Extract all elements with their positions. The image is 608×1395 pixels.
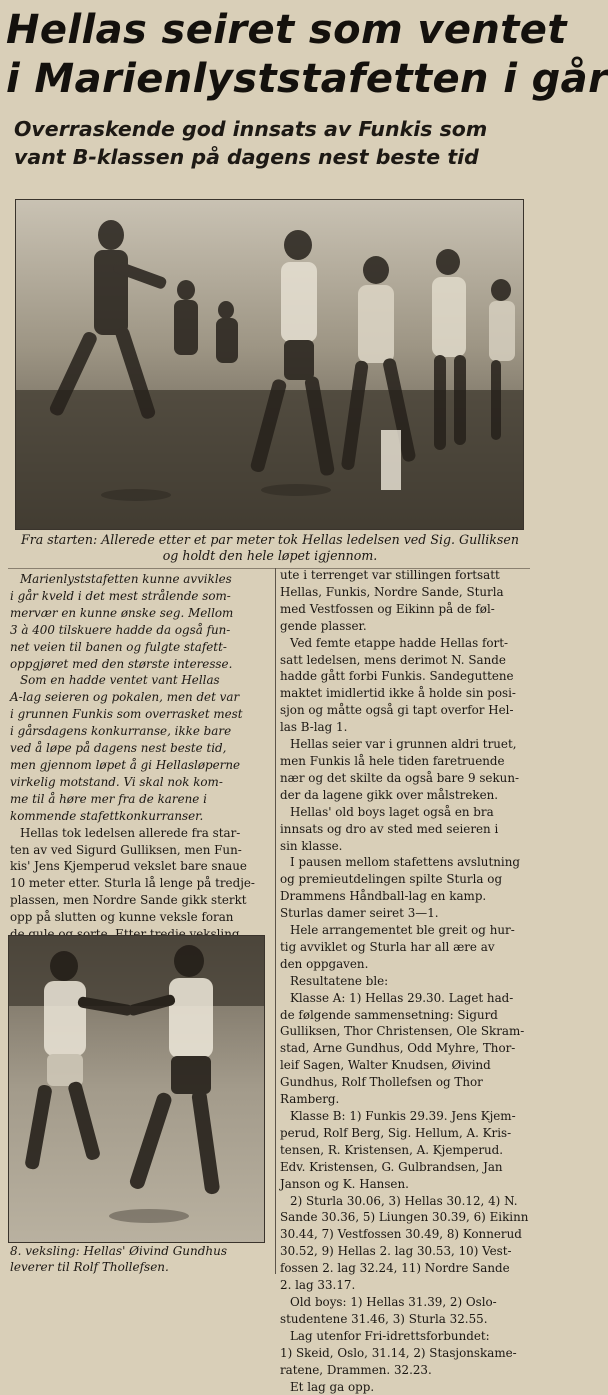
text-line: ten av ved Sigurd Gulliksen, men Fun-: [10, 842, 272, 859]
relay-start-photo-image: [16, 200, 523, 529]
text-line: med Vestfossen og Eikinn på de føl-: [280, 601, 532, 618]
text-line: 10 meter etter. Sturla lå lenge på tredje-: [10, 875, 272, 892]
headline-line-2: i Marienlyststafetten i går: [6, 55, 532, 104]
article-intro: [10, 571, 272, 825]
text-line: de følgende sammensetning: Sigurd: [280, 1007, 532, 1024]
text-line: Hellas tok ledelsen allerede fra star-: [10, 825, 272, 842]
text-line: og premieutdelingen spilte Sturla og: [280, 871, 532, 888]
headline-line-1: Hellas seiret som ventet: [6, 6, 532, 55]
text-line: sjon og måtte også gi tapt overfor Hel-: [280, 702, 532, 719]
text-line: leif Sagen, Walter Knudsen, Øivind: [280, 1057, 532, 1074]
caption-line: 8. veksling: Hellas' Øivind Gundhus: [10, 1243, 270, 1259]
text-line: studentene 31.46, 3) Sturla 32.55.: [280, 1311, 532, 1328]
text-line: Marienlyststafetten kunne avvikles: [10, 571, 272, 588]
caption-line: leverer til Rolf Thollefsen.: [10, 1259, 270, 1275]
text-line: Hellas' old boys laget også en bra: [280, 804, 532, 821]
text-line: satt ledelsen, mens derimot N. Sande: [280, 652, 532, 669]
text-line: 2) Sturla 30.06, 3) Hellas 30.12, 4) N.: [280, 1193, 532, 1210]
text-line: Lag utenfor Fri-idrettsforbundet:: [280, 1328, 532, 1345]
text-line: maktet imidlertid ikke å holde sin posi-: [280, 685, 532, 702]
text-line: me til å høre mer fra de karene i: [10, 791, 272, 808]
caption-line: Fra starten: Allerede etter et par meter tok Hellas ledelsen ved Sig. Gulliksen: [8, 532, 532, 548]
text-line: men Funkis lå hele tiden faretruende: [280, 753, 532, 770]
relay-start-photo-caption: [8, 532, 532, 564]
text-line: kommende stafettkonkurranser.: [10, 808, 272, 825]
text-line: i går kveld i det mest strålende som-: [10, 588, 272, 605]
text-line: oppgjøret med den største interesse.: [10, 656, 272, 673]
text-line: tig avviklet og Sturla har all ære av: [280, 939, 532, 956]
text-line: Gulliksen, Thor Christensen, Ole Skram-: [280, 1023, 532, 1040]
relay-start-photo: [15, 199, 524, 530]
text-line: Klasse A: 1) Hellas 29.30. Laget had-: [280, 990, 532, 1007]
text-line: gende plasser.: [280, 618, 532, 635]
text-line: 30.52, 9) Hellas 2. lag 30.53, 10) Vest-: [280, 1243, 532, 1260]
text-line: Drammens Håndball-lag en kamp.: [280, 888, 532, 905]
text-line: Hellas seier var i grunnen aldri truet,: [280, 736, 532, 753]
text-line: Ramberg.: [280, 1091, 532, 1108]
text-line: ved å løpe på dagens nest beste tid,: [10, 740, 272, 757]
column-divider: [275, 568, 276, 1274]
text-line: stad, Arne Gundhus, Odd Myhre, Thor-: [280, 1040, 532, 1057]
text-line: net veien til banen og fulgte stafett-: [10, 639, 272, 656]
text-line: den oppgaven.: [280, 956, 532, 973]
text-line: mervær en kunne ønske seg. Mellom: [10, 605, 272, 622]
text-line: opp på slutten og kunne veksle foran: [10, 909, 272, 926]
text-line: kis' Jens Kjemperud vekslet bare snaue: [10, 858, 272, 875]
text-line: nær og det skilte da også bare 9 sekun-: [280, 770, 532, 787]
text-line: hadde gått forbi Funkis. Sandeguttene: [280, 668, 532, 685]
text-line: Sande 30.36, 5) Liungen 30.39, 6) Eikinn: [280, 1209, 532, 1226]
text-line: Hele arrangementet ble greit og hur-: [280, 922, 532, 939]
text-line: plassen, men Nordre Sande gikk sterkt: [10, 892, 272, 909]
text-line: ute i terrenget var stillingen fortsatt: [280, 567, 532, 584]
text-line: fossen 2. lag 32.24, 11) Nordre Sande: [280, 1260, 532, 1277]
headline: [6, 6, 532, 104]
subheadline-line-2: vant B-klassen på dagens nest beste tid: [14, 143, 534, 171]
text-line: Old boys: 1) Hellas 31.39, 2) Oslo-: [280, 1294, 532, 1311]
text-line: Et lag ga opp.: [280, 1379, 532, 1395]
text-line: virkelig motstand. Vi skal nok kom-: [10, 774, 272, 791]
article-column-2: [280, 567, 532, 1395]
text-line: I pausen mellom stafettens avslutning: [280, 854, 532, 871]
baton-exchange-photo-caption: [10, 1243, 270, 1275]
subheadline: [14, 115, 534, 171]
article-body: [10, 825, 272, 943]
text-line: der da lagene gikk over målstreken.: [280, 787, 532, 804]
text-line: Gundhus, Rolf Thollefsen og Thor: [280, 1074, 532, 1091]
text-line: Som en hadde ventet vant Hellas: [10, 672, 272, 689]
text-line: ratene, Drammen. 32.23.: [280, 1362, 532, 1379]
text-line: men gjennom løpet å gi Hellasløperne: [10, 757, 272, 774]
subheadline-line-1: Overraskende god innsats av Funkis som: [14, 115, 534, 143]
text-line: i gårsdagens konkurranse, ikke bare: [10, 723, 272, 740]
text-line: tensen, R. Kristensen, A. Kjemperud.: [280, 1142, 532, 1159]
baton-exchange-photo-image: [9, 936, 264, 1242]
caption-line: og holdt den hele løpet igjennom.: [8, 548, 532, 564]
text-line: Klasse B: 1) Funkis 29.39. Jens Kjem-: [280, 1108, 532, 1125]
text-line: Hellas, Funkis, Nordre Sande, Sturla: [280, 584, 532, 601]
text-line: Ved femte etappe hadde Hellas fort-: [280, 635, 532, 652]
article-column-1: [10, 571, 272, 943]
text-line: i grunnen Funkis som overrasket mest: [10, 706, 272, 723]
text-line: Edv. Kristensen, G. Gulbrandsen, Jan: [280, 1159, 532, 1176]
text-line: 2. lag 33.17.: [280, 1277, 532, 1294]
text-line: Resultatene ble:: [280, 973, 532, 990]
text-line: sin klasse.: [280, 838, 532, 855]
text-line: las B-lag 1.: [280, 719, 532, 736]
text-line: 30.44, 7) Vestfossen 30.49, 8) Konnerud: [280, 1226, 532, 1243]
text-line: 1) Skeid, Oslo, 31.14, 2) Stasjonskame-: [280, 1345, 532, 1362]
baton-exchange-photo: [8, 935, 265, 1243]
text-line: Janson og K. Hansen.: [280, 1176, 532, 1193]
text-line: innsats og dro av sted med seieren i: [280, 821, 532, 838]
text-line: perud, Rolf Berg, Sig. Hellum, A. Kris-: [280, 1125, 532, 1142]
text-line: A-lag seieren og pokalen, men det var: [10, 689, 272, 706]
text-line: Sturlas damer seiret 3—1.: [280, 905, 532, 922]
text-line: 3 à 400 tilskuere hadde da også fun-: [10, 622, 272, 639]
